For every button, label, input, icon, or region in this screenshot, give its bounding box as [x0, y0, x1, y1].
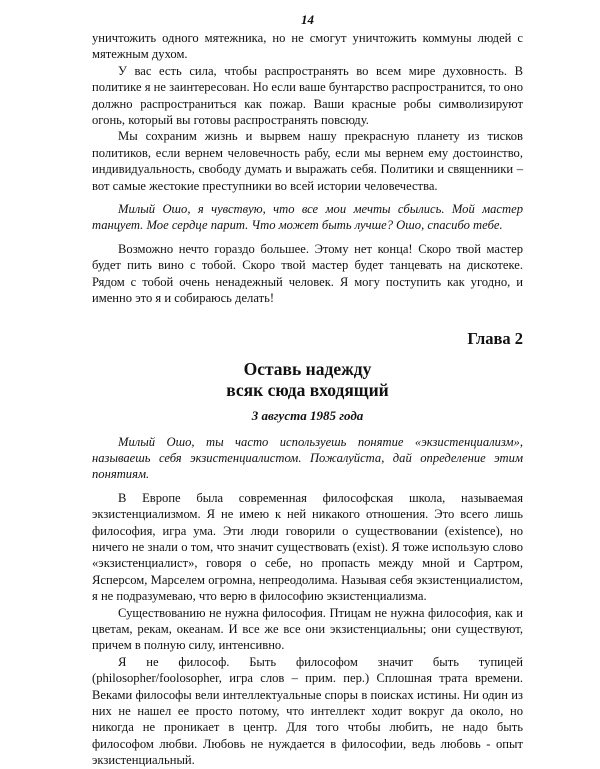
answer-paragraph: Возможно нечто гораздо большее. Этому нет конца! Скоро твой мастер будет пить вино с тобой. Скоро твой мастер будет танцевать на дискотеке. Рядом с тобой очень ненадежный человек. Я могу поступить как угодно, и именно это я и собираюсь делать!: [92, 241, 523, 306]
answer-paragraph: В Европе была современная философская школа, называемая экзистенциализмом. Я не имею к ней никакого отношения. Это всего лишь философия, игра ума. Эти люди говорили о существовании (existence), но ничего не знали о том, что значит существовать (exist). Я тоже использую слово «экзистенциалист», говоря о себе, но пропасть между мной и Сартром, Ясперсом, Марселем огромна, непреодолима. Называя себя экзистенциалистом, я не подразумеваю, что верю в философию экзистенциализма.: [92, 490, 523, 604]
book-page: [92, 12, 523, 769]
chapter-title-line-1: Оставь надежду: [243, 358, 372, 379]
chapter-label: Глава 2: [467, 328, 523, 348]
question-paragraph: Милый Ошо, я чувствую, что все мои мечты сбылись. Мой мастер танцует. Мое сердце парит. Что может быть лучше? Ошо, спасибо тебе.: [92, 202, 523, 233]
answer-paragraph: Я не философ. Быть философом значит быть тупицей (philosopher/foolosopher, игра слов – прим. пер.) Сплошная трата времени. Веками философы вели интеллектуальные споры в поисках истины. Ни один из них не нашел ее просто потому, что интеллект ходит вокруг да около, но никогда не проникает в центр. Для того чтобы любить, не надо быть философом любви. Любовь не нуждается в философии, ведь любовь - опыт экзистенциальный.: [92, 654, 523, 768]
question-paragraph: Милый Ошо, ты часто используешь понятие «экзистенциализм», называешь себя экзистенциалистом. Пожалуйста, дай определение этим понятиям.: [92, 434, 523, 482]
paragraph: У вас есть сила, чтобы распространять во всем мире духовность. В политике я не заинтересован. Но если ваше бунтарство распространится, то оно должно распространиться как пожар. Ваши красные робы символизируют огонь, который вы готовы распространять повсюду.: [92, 63, 523, 128]
answer-paragraph: Существованию не нужна философия. Птицам не нужна философия, как и цветам, рекам, океанам. И все же все они экзистенциальны; они существуют, причем в полную силу, интенсивно.: [92, 605, 523, 653]
page-number: 14: [301, 12, 314, 27]
chapter-title-line-2: всяк сюда входящий: [226, 379, 389, 400]
paragraph: Мы сохраним жизнь и вырвем нашу прекрасную планету из тисков политиков, если вернем человечность рабу, если мы вернем ему достоинство, индивидуальность, свободу думать и выражать себя. Политики и священники – вот самые жестокие преступники во всей истории человечества.: [92, 129, 523, 193]
chapter-date: 3 августа 1985 года: [251, 407, 364, 423]
paragraph: уничтожить одного мятежника, но не смогут уничтожить коммуны людей с мятежным духом.: [92, 31, 523, 62]
